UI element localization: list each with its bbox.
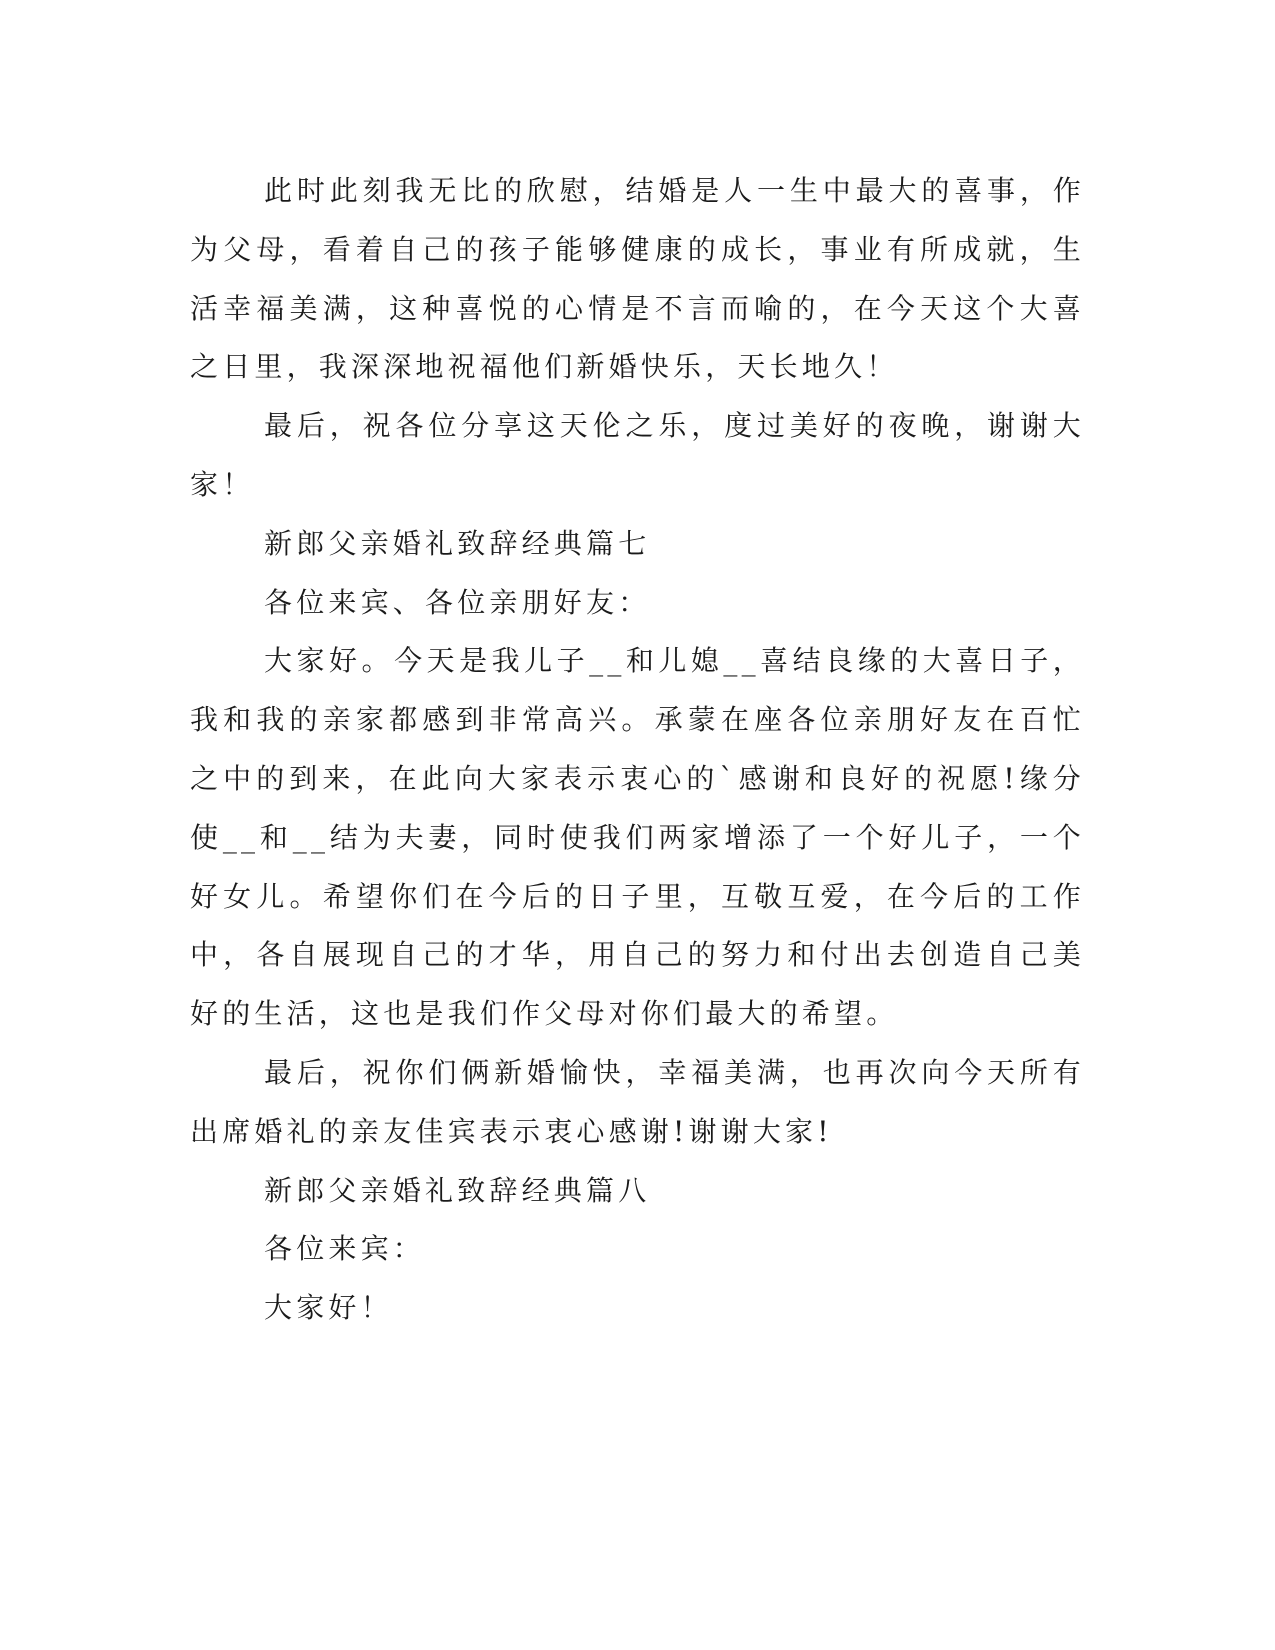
- paragraph-main-speech: 大家好。今天是我儿子__和儿媳__喜结良缘的大喜日子，我和我的亲家都感到非常高兴。承蒙在座各位亲朋好友在百忙之中的到来，在此向大家表示衷心的`感谢和良好的祝愿!缘分使__和__结为夫妻，同时使我们两家增添了一个好儿子，一个好女儿。希望你们在今后的日子里，互敬互爱，在今后的工作中，各自展现自己的才华，用自己的努力和付出去创造自己美好的生活，这也是我们作父母对你们最大的希望。: [190, 644, 1085, 1031]
- section-heading-part-eight: 新郎父亲婚礼致辞经典篇八: [264, 1173, 651, 1207]
- salutation-guests: 各位来宾：: [264, 1232, 426, 1266]
- paragraph-closing-blessing: 此时此刻我无比的欣慰，结婚是人一生中最大的喜事，作为父母，看着自己的孩子能够健康的成长，事业有所成就，生活幸福美满，这种喜悦的心情是不言而喻的，在今天这个大喜之日里，我深深地祝福他们新婚快乐，天长地久！: [190, 174, 1085, 384]
- section-heading-part-seven: 新郎父亲婚礼致辞经典篇七: [264, 526, 651, 560]
- salutation-guests-friends: 各位来宾、各位亲朋好友：: [264, 585, 651, 619]
- paragraph-final-thanks: 最后，祝各位分享这天伦之乐，度过美好的夜晚，谢谢大家！: [190, 409, 1085, 501]
- greeting: 大家好！: [264, 1291, 393, 1325]
- document-body: [190, 162, 1085, 1338]
- paragraph-closing-wishes: 最后，祝你们俩新婚愉快，幸福美满，也再次向今天所有出席婚礼的亲友佳宾表示衷心感谢!谢谢大家!: [190, 1055, 1085, 1148]
